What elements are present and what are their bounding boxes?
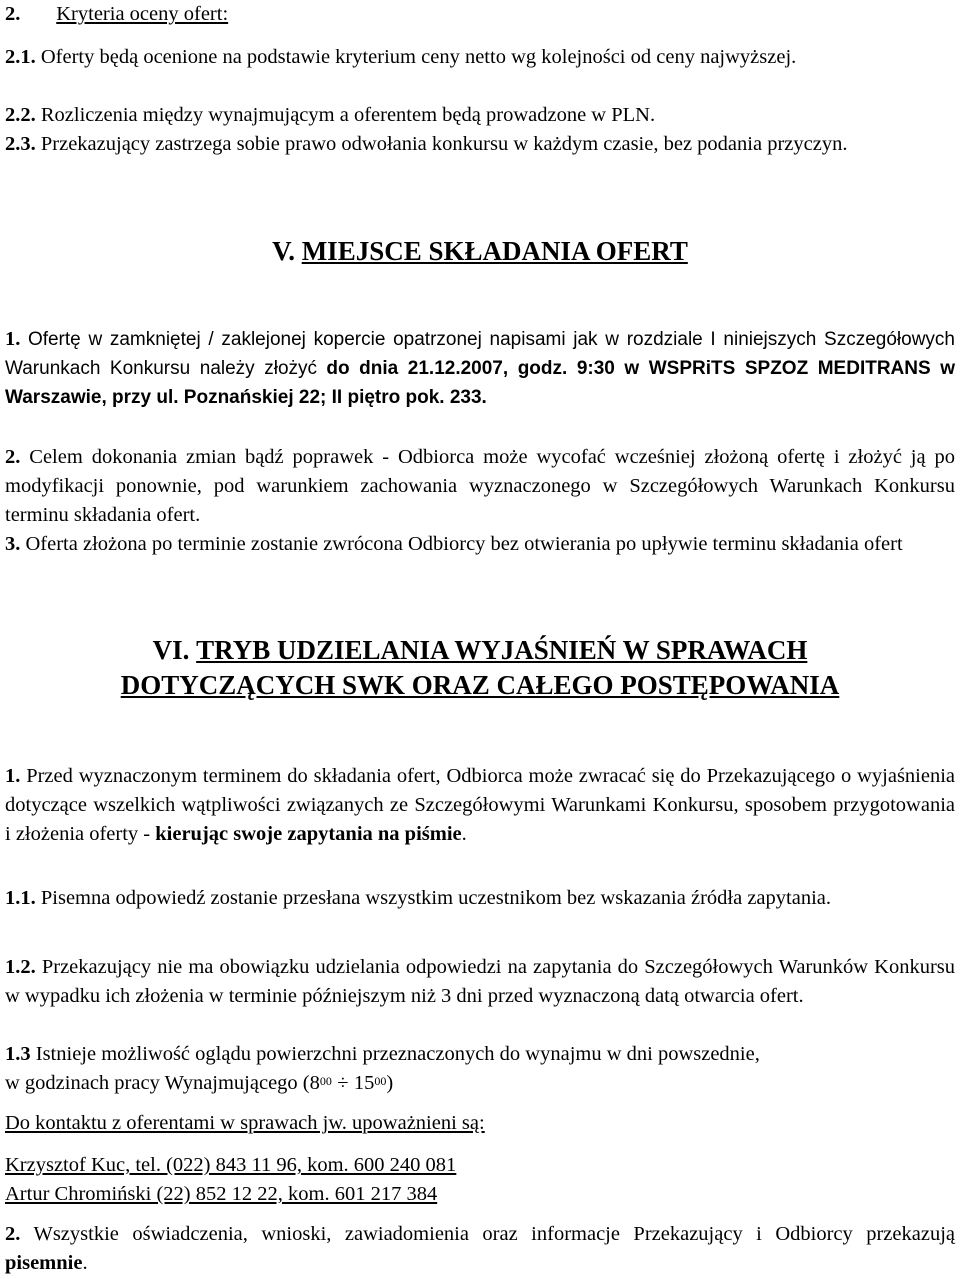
section-title-line1: TRYB UDZIELANIA WYJAŚNIEŃ W SPRAWACH bbox=[196, 635, 808, 665]
section-vi-p1-1 bbox=[5, 884, 955, 913]
hours-sup-end: 00 bbox=[374, 1074, 387, 1088]
para-text: Wszystkie oświadczenia, wnioski, zawiadomienia oraz informacje Przekazujący i Odbiorcy przekazują bbox=[33, 1223, 955, 1245]
section-vi-heading-line2 bbox=[0, 668, 960, 702]
contacts-title: Do kontaktu z oferentami w sprawach jw. upoważnieni są: bbox=[5, 1112, 485, 1134]
section-title: MIEJSCE SKŁADANIA OFERT bbox=[301, 236, 688, 266]
para-end: . bbox=[82, 1252, 88, 1274]
criteria-item-2-2 bbox=[5, 101, 955, 130]
section-number: V. bbox=[272, 236, 295, 266]
para-number: 3. bbox=[5, 533, 21, 555]
contact-2 bbox=[5, 1180, 955, 1209]
section-title-line2: DOTYCZĄCYCH SWK ORAZ CAŁEGO POSTĘPOWANIA bbox=[120, 670, 840, 700]
hours-close: ) bbox=[386, 1072, 394, 1094]
contact-text: Artur Chromiński (22) 852 12 22, kom. 601 217 384 bbox=[5, 1183, 438, 1205]
criteria-item-2-1 bbox=[5, 43, 955, 72]
hours-end: 15 bbox=[353, 1072, 375, 1094]
para-number: 2. bbox=[5, 1223, 21, 1245]
section-v-p1 bbox=[5, 325, 955, 412]
para-number: 1. bbox=[5, 765, 21, 787]
para-bold: kierując swoje zapytania na piśmie bbox=[155, 823, 462, 845]
contacts-heading bbox=[5, 1109, 955, 1138]
para-bold: do dnia 21.12.2007, godz. 9:30 w WSPRiTS SPZOZ MEDITRANS w Warszawie, przy ul. Poznańskiej 22; II piętro pok. 233. bbox=[5, 358, 956, 408]
item-text: Rozliczenia między wynajmującym a oferentem będą prowadzone w PLN. bbox=[40, 104, 656, 126]
item-number: 2.3. bbox=[5, 133, 36, 155]
para-number: 1. bbox=[5, 328, 21, 350]
criteria-heading bbox=[5, 0, 955, 29]
para-number: 1.3 bbox=[5, 1043, 31, 1065]
para-number: 1.1. bbox=[5, 887, 36, 909]
para-number: 1.2. bbox=[5, 956, 36, 978]
para-text: Celem dokonania zmian bądź poprawek - Odbiorca może wycofać wcześniej złożoną ofertę i złożyć ją po modyfikacji ponownie, pod warunkiem zachowania wyznaczonego w Szczegółowych Warunkach Konkursu terminu składania ofert. bbox=[5, 446, 955, 526]
criteria-item-2-3 bbox=[5, 130, 955, 159]
para-text: Przekazujący nie ma obowiązku udzielania odpowiedzi na zapytania do Szczegółowych Warunków Konkursu w wypadku ich złożenia w terminie późniejszym niż 3 dni przed wyznaczoną datą otwarcia ofert. bbox=[5, 956, 955, 1007]
section-number: VI. bbox=[152, 635, 190, 665]
section-v-p3 bbox=[5, 530, 955, 559]
para-text: Istnieje możliwość oglądu powierzchni przeznaczonych do wynajmu w dni powszednie, bbox=[35, 1043, 760, 1065]
criteria-number: 2. bbox=[5, 3, 21, 25]
para-bold: pisemnie bbox=[5, 1252, 83, 1274]
item-text: Oferty będą ocenione na podstawie kryterium ceny netto wg kolejności od ceny najwyższej. bbox=[40, 46, 797, 68]
section-v-p2 bbox=[5, 443, 955, 530]
criteria-title: Kryteria oceny ofert: bbox=[56, 3, 229, 25]
item-text: Przekazujący zastrzega sobie prawo odwołania konkursu w każdym czasie, bez podania przyczyn. bbox=[40, 133, 848, 155]
section-vi-heading bbox=[0, 633, 960, 667]
para-text: Ofertę w zamkniętej / zaklejonej kopercie opatrzonej napisami jak w rozdziale I niniejszych Szczegółowych Warunkach Konkursu należy złożyć bbox=[5, 329, 956, 379]
para-end: . bbox=[461, 823, 467, 845]
hours-text: w godzinach pracy Wynajmującego (8 bbox=[5, 1072, 320, 1094]
section-vi-p1 bbox=[5, 762, 955, 849]
para-number: 2. bbox=[5, 446, 21, 468]
division-sign: ÷ bbox=[337, 1072, 349, 1094]
section-vi-p1-3 bbox=[5, 1040, 955, 1069]
hours-sup-start: 00 bbox=[319, 1074, 332, 1088]
para-text: Przed wyznaczonym terminem do składania ofert, Odbiorca może zwracać się do Przekazującego o wyjaśnienia dotyczące wszelkich wątpliwości związanych ze Szczegółowymi Warunkami Konkursu, sposobem przygotowania i złożenia oferty - bbox=[5, 765, 956, 845]
contact-1 bbox=[5, 1151, 955, 1180]
section-vi-p1-3-hours bbox=[5, 1069, 955, 1098]
item-number: 2.2. bbox=[5, 104, 36, 126]
item-number: 2.1. bbox=[5, 46, 36, 68]
section-vi-p1-2 bbox=[5, 953, 955, 1011]
contact-text: Krzysztof Kuc, tel. (022) 843 11 96, kom. 600 240 081 bbox=[5, 1154, 457, 1176]
para-text: Pisemna odpowiedź zostanie przesłana wszystkim uczestnikom bez wskazania źródła zapytania. bbox=[40, 887, 831, 909]
section-v-heading bbox=[0, 234, 960, 268]
section-vi-p2 bbox=[5, 1220, 955, 1278]
para-text: Oferta złożona po terminie zostanie zwrócona Odbiorcy bez otwierania po upływie terminu składania ofert bbox=[25, 533, 903, 555]
